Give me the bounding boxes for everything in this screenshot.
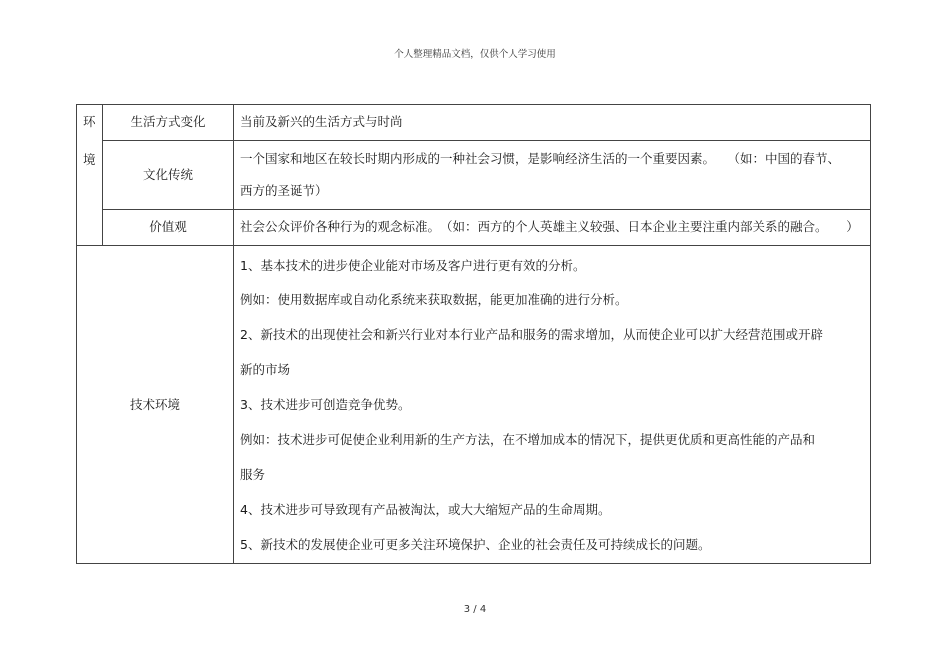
- section-divider: [76, 245, 871, 246]
- row-content-values: 社会公众评价各种行为的观念标准。 （如：西方的个人英雄主义较强、日本企业主要注重内部关系的融合。 ）: [240, 219, 859, 234]
- header-note: 个人整理精品文档，仅供个人学习使用: [394, 49, 556, 60]
- environment-label-char: 环: [83, 114, 96, 129]
- environment-label-char: 境: [83, 152, 96, 167]
- row-content-culture-line: 西方的圣诞节）: [240, 183, 328, 198]
- row-divider-1: [102, 140, 871, 141]
- row-label-technology: 技术环境: [129, 397, 180, 412]
- table-border-top: [76, 104, 871, 105]
- row-content-lifestyle: 当前及新兴的生活方式与时尚: [240, 114, 403, 129]
- table-border-bottom: [76, 563, 871, 564]
- table-border-left: [76, 104, 77, 564]
- tech-line: 例如：使用数据库或自动化系统来获取数据，能更加准确的进行分析。: [240, 292, 628, 307]
- page-number: 3 / 4: [463, 604, 487, 615]
- row-divider-2: [102, 209, 871, 210]
- row-label-culture: 文化传统: [142, 167, 193, 182]
- row-content-culture-line: 一个国家和地区在较长时期内形成的一种社会习惯，是影响经济生活的一个重要因素。 （如：中国的春节、: [240, 151, 841, 166]
- tech-line: 例如：技术进步可促使企业利用新的生产方法，在不增加成本的情况下，提供更优质和更高性能的产品和: [240, 432, 816, 447]
- label-column-divider: [233, 104, 234, 564]
- tech-line: 5、新技术的发展使企业可更多关注环境保护、企业的社会责任及可持续成长的问题。: [240, 537, 711, 552]
- tech-line: 2、新技术的出现使社会和新兴行业对本行业产品和服务的需求增加，从而使企业可以扩大经营范围或开辟: [240, 327, 823, 342]
- row-label-values: 价值观: [149, 219, 187, 234]
- row-label-lifestyle: 生活方式变化: [130, 114, 206, 129]
- tech-line: 新的市场: [240, 362, 291, 377]
- tech-line: 服务: [240, 467, 266, 482]
- tech-line: 3、技术进步可创造竞争优势。: [240, 397, 411, 412]
- tech-line: 1、基本技术的进步使企业能对市场及客户进行更有效的分析。: [240, 258, 586, 273]
- tech-line: 4、技术进步可导致现有产品被淘汰，或大大缩短产品的生命周期。: [240, 502, 611, 517]
- table-border-right: [870, 104, 871, 564]
